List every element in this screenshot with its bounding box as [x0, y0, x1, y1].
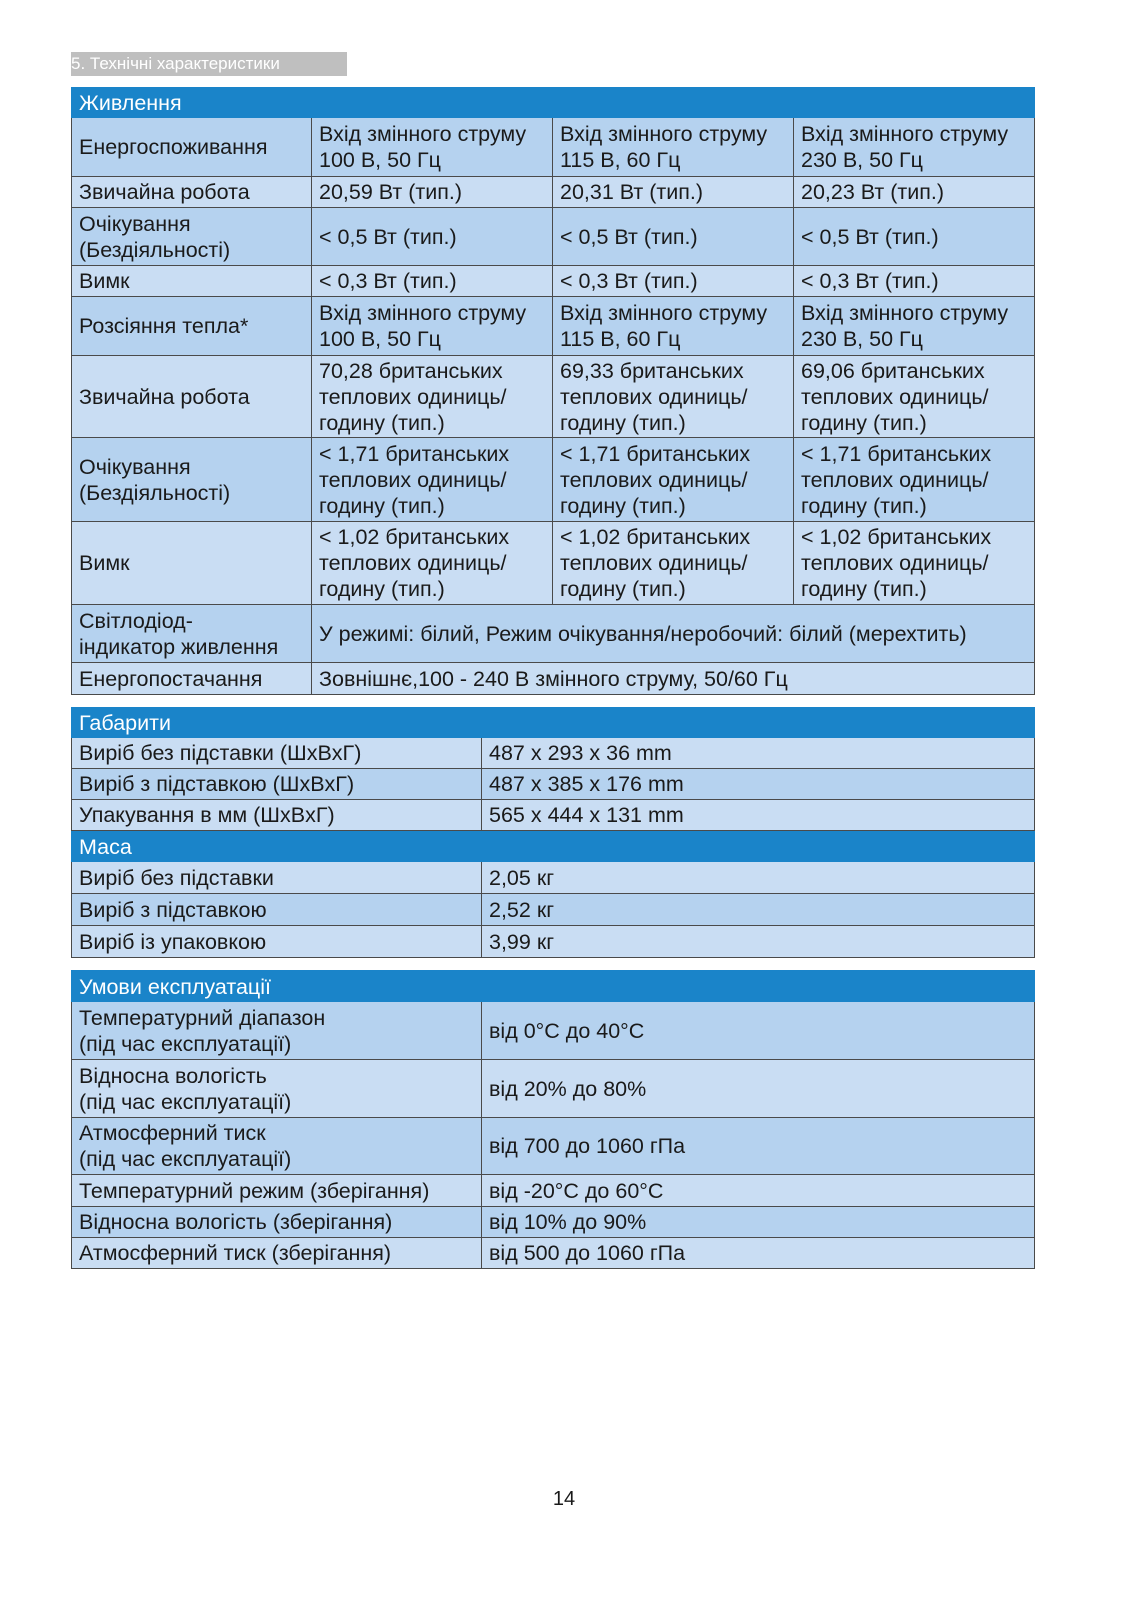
table-row	[72, 1175, 1035, 1207]
table-row	[72, 800, 1035, 831]
cell-value: від 10% до 90%	[482, 1207, 1035, 1238]
cell-value: < 1,71 британських теплових одиниць/ годину (тип.)	[312, 438, 553, 522]
weight-header: Маса	[72, 831, 1035, 862]
row-label: Упакування в мм (ШxВxГ)	[72, 800, 482, 831]
cell-value: < 0,3 Вт (тип.)	[312, 266, 553, 297]
cell-value: Вхід змінного струму 100 В, 50 Гц	[312, 118, 553, 177]
table-row	[72, 118, 1035, 177]
cell-value: від 0°C до 40°C	[482, 1002, 1035, 1060]
row-label: Енергопостачання	[72, 663, 312, 695]
cell-value: Вхід змінного струму 100 В, 50 Гц	[312, 297, 553, 356]
cell-value: від 700 до 1060 гПа	[482, 1118, 1035, 1175]
cell-value: 487 x 385 x 176 mm	[482, 769, 1035, 800]
cell-value: 20,59 Вт (тип.)	[312, 177, 553, 208]
table-row	[72, 769, 1035, 800]
cell-value: Вхід змінного струму 115 В, 60 Гц	[553, 118, 794, 177]
cell-value: від 500 до 1060 гПа	[482, 1238, 1035, 1269]
cell-value: < 1,02 британських теплових одиниць/ годину (тип.)	[312, 522, 553, 605]
table-row	[72, 1238, 1035, 1269]
power-header: Живлення	[72, 88, 1035, 118]
row-label: Звичайна робота	[72, 177, 312, 208]
cell-value: < 1,02 британських теплових одиниць/ годину (тип.)	[794, 522, 1035, 605]
row-label: Атмосферний тиск (зберігання)	[72, 1238, 482, 1269]
cell-value: 565 x 444 x 131 mm	[482, 800, 1035, 831]
cell-value: 20,31 Вт (тип.)	[553, 177, 794, 208]
cell-value: 70,28 британських теплових одиниць/ годину (тип.)	[312, 356, 553, 438]
cell-value: < 1,02 британських теплових одиниць/ годину (тип.)	[553, 522, 794, 605]
row-label: Розсіяння тепла*	[72, 297, 312, 356]
cell-value: < 1,71 британських теплових одиниць/ годину (тип.)	[553, 438, 794, 522]
cell-value: < 0,3 Вт (тип.)	[553, 266, 794, 297]
row-label: Температурний режим (зберігання)	[72, 1175, 482, 1207]
table-row	[72, 177, 1035, 208]
cell-value: У режимі: білий, Режим очікування/неробочий: білий (мерехтить)	[312, 605, 1035, 663]
row-label: Виріб із упаковкою	[72, 926, 482, 958]
power-table	[71, 87, 1035, 695]
row-label: Атмосферний тиск (під час експлуатації)	[72, 1118, 482, 1175]
table-header	[72, 971, 1035, 1002]
row-label: Температурний діапазон (під час експлуатації)	[72, 1002, 482, 1060]
dimensions-table	[71, 707, 1035, 958]
row-label: Очікування (Бездіяльності)	[72, 438, 312, 522]
cell-value: 2,05 кг	[482, 862, 1035, 894]
table-header	[72, 88, 1035, 118]
section-tag: 5. Технічні характеристики	[71, 52, 347, 76]
table-header	[72, 831, 1035, 862]
table-row	[72, 438, 1035, 522]
table-row	[72, 1118, 1035, 1175]
cell-value: 487 x 293 x 36 mm	[482, 738, 1035, 769]
cell-value: 2,52 кг	[482, 894, 1035, 926]
cell-value: 20,23 Вт (тип.)	[794, 177, 1035, 208]
table-row	[72, 356, 1035, 438]
cell-value: Вхід змінного струму 230 В, 50 Гц	[794, 118, 1035, 177]
table-row	[72, 1207, 1035, 1238]
table-row	[72, 894, 1035, 926]
table-row	[72, 1060, 1035, 1118]
cell-value: 69,33 британських теплових одиниць/ годину (тип.)	[553, 356, 794, 438]
row-label: Відносна вологість (зберігання)	[72, 1207, 482, 1238]
table-row	[72, 208, 1035, 266]
row-label: Вимк	[72, 522, 312, 605]
row-label: Виріб з підставкою (ШxВxГ)	[72, 769, 482, 800]
environment-header: Умови експлуатації	[72, 971, 1035, 1002]
cell-value: від 20% до 80%	[482, 1060, 1035, 1118]
row-label: Очікування (Бездіяльності)	[72, 208, 312, 266]
page-number: 14	[552, 1488, 576, 1510]
row-label: Вимк	[72, 266, 312, 297]
cell-value: < 1,71 британських теплових одиниць/ годину (тип.)	[794, 438, 1035, 522]
cell-value: < 0,5 Вт (тип.)	[553, 208, 794, 266]
cell-value: < 0,5 Вт (тип.)	[794, 208, 1035, 266]
cell-value: Зовнішнє,100 - 240 В змінного струму, 50/60 Гц	[312, 663, 1035, 695]
row-label: Відносна вологість (під час експлуатації)	[72, 1060, 482, 1118]
table-row	[72, 926, 1035, 958]
table-row	[72, 605, 1035, 663]
table-row	[72, 266, 1035, 297]
table-row	[72, 738, 1035, 769]
cell-value: < 0,5 Вт (тип.)	[312, 208, 553, 266]
environment-table	[71, 970, 1035, 1269]
table-row	[72, 663, 1035, 695]
row-label: Звичайна робота	[72, 356, 312, 438]
cell-value: Вхід змінного струму 115 В, 60 Гц	[553, 297, 794, 356]
row-label: Виріб з підставкою	[72, 894, 482, 926]
cell-value: 3,99 кг	[482, 926, 1035, 958]
row-label: Енергоспоживання	[72, 118, 312, 177]
table-row	[72, 522, 1035, 605]
table-row	[72, 862, 1035, 894]
cell-value: від -20°C до 60°C	[482, 1175, 1035, 1207]
table-row	[72, 297, 1035, 356]
row-label: Світлодіод- індикатор живлення	[72, 605, 312, 663]
cell-value: Вхід змінного струму 230 В, 50 Гц	[794, 297, 1035, 356]
table-row	[72, 1002, 1035, 1060]
dimensions-header: Габарити	[72, 708, 1035, 738]
table-header	[72, 708, 1035, 738]
row-label: Виріб без підставки	[72, 862, 482, 894]
row-label: Виріб без підставки (ШxВxГ)	[72, 738, 482, 769]
cell-value: < 0,3 Вт (тип.)	[794, 266, 1035, 297]
cell-value: 69,06 британських теплових одиниць/ годину (тип.)	[794, 356, 1035, 438]
